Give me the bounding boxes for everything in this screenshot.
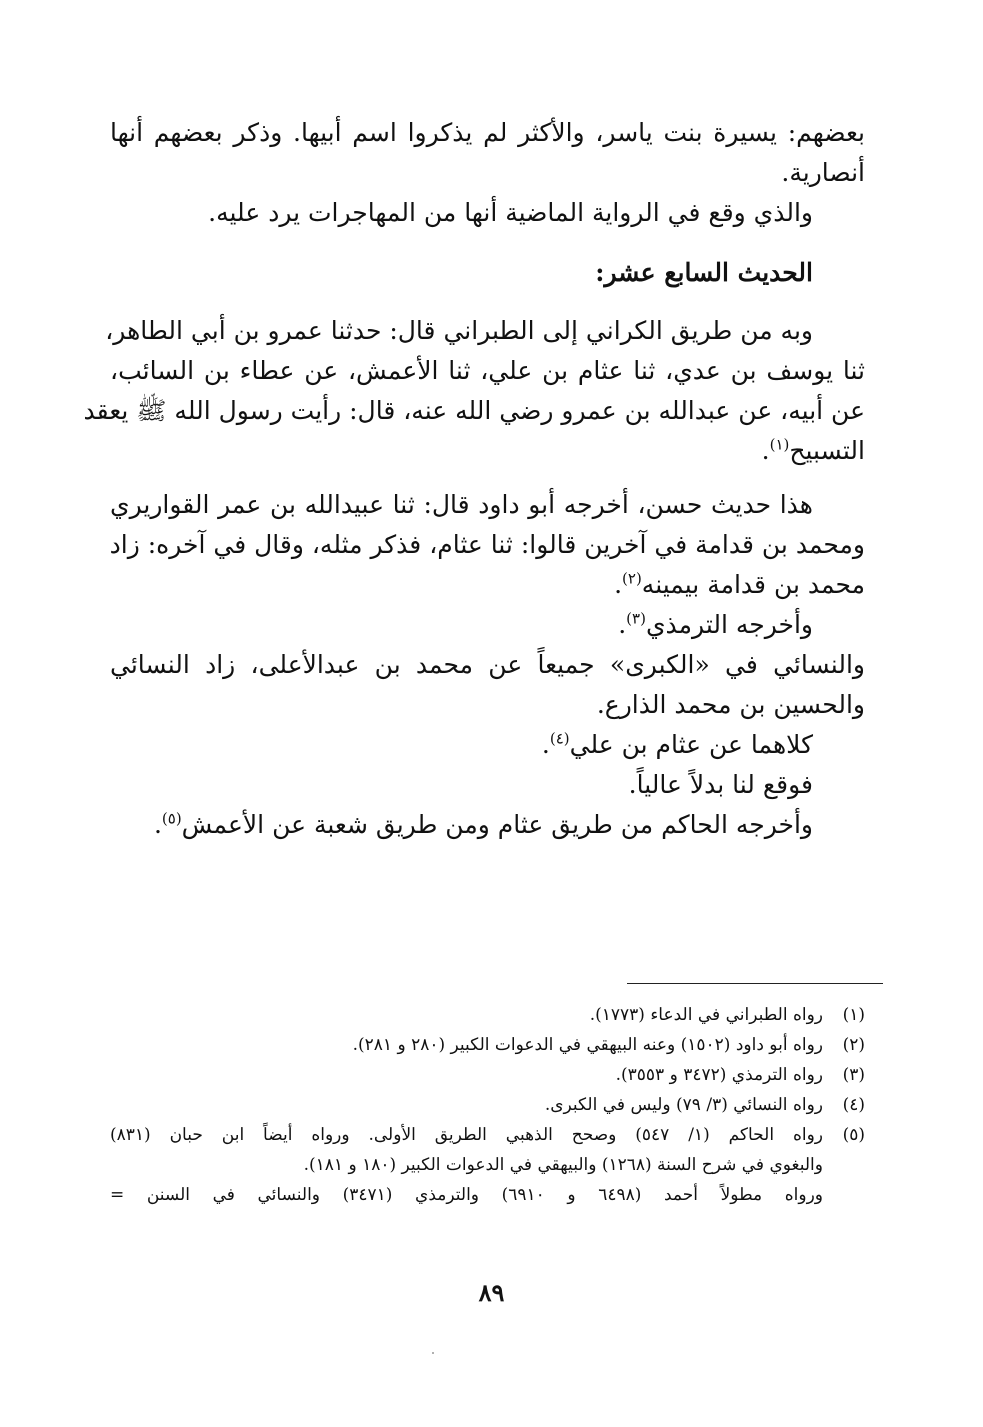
text-line: ومحمد بن قدامة في آخرين قالوا: ثنا عثام، فذكر مثله، وقال في آخره: زاد (109, 530, 865, 559)
text-fragment: محمد بن قدامة بيمينه (641, 570, 865, 599)
text-line: والذي وقع في الرواية الماضية أنها من المهاجرات يرد عليه. (208, 198, 813, 227)
text-fragment: . (153, 810, 162, 839)
footnote-text: رواه الترمذي (٣٤٧٢ و ٣٥٥٣). (615, 1065, 823, 1085)
text-line (110, 431, 865, 471)
footnote-number: (٥) (842, 1125, 865, 1145)
text-line (110, 605, 865, 645)
text-fragment: كلاهما عن عثام بن علي (569, 730, 813, 759)
text-fragment: . (541, 730, 550, 759)
footnotes (110, 1000, 865, 1210)
text-line: أنصارية. (781, 158, 865, 187)
text-fragment: . (614, 570, 623, 599)
text-line: بعضهم: يسيرة بنت ياسر، والأكثر لم يذكروا اسم أبيها. وذكر بعضهم أنها (110, 118, 865, 147)
text-line: هذا حديث حسن، أخرجه أبو داود قال: ثنا عبيدالله بن عمر القواريري (110, 490, 813, 519)
footnote-ref[interactable]: (٥) (161, 809, 182, 828)
footnote-continuation: والبغوي في شرح السنة (١٢٦٨) والبيهقي في الدعوات الكبير (١٨٠ و ١٨١). (303, 1155, 823, 1175)
footnote-separator (627, 983, 883, 984)
page-number: ٨٩ (478, 1278, 505, 1307)
text-line: فوقع لنا بدلاً عالياً. (628, 770, 813, 799)
footnote-text: رواه الطبراني في الدعاء (١٧٧٣). (589, 1005, 823, 1025)
footnote-continuation: ورواه مطولاً أحمد (٦٤٩٨ و ٦٩١٠) والترمذي (٣٤٧١) والنسائي في السنن = (110, 1185, 823, 1205)
footnote-ref[interactable]: (٣) (626, 609, 646, 628)
footnote-item (110, 1000, 865, 1030)
scan-speck (432, 1352, 434, 1354)
text-line (110, 725, 865, 765)
text-fragment: . (618, 610, 627, 639)
text-line (110, 805, 865, 845)
footnote-text: رواه النسائي (٣/ ٧٩) وليس في الكبرى. (544, 1095, 823, 1115)
text-line: ثنا يوسف بن عدي، ثنا عثام بن علي، ثنا الأعمش، عن عطاء بن السائب، (110, 356, 865, 385)
footnote-number: (٣) (842, 1065, 865, 1085)
text-line (110, 565, 865, 605)
text-line: وبه من طريق الكراني إلى الطبراني قال: حدثنا عمرو بن أبي الطاهر، (105, 316, 813, 345)
text-fragment: وأخرجه الحاكم من طريق عثام ومن طريق شعبة عن الأعمش (181, 810, 813, 839)
text-line: والحسين بن محمد الذارع. (596, 690, 865, 719)
footnote-ref[interactable]: (٢) (622, 569, 642, 588)
text-fragment: . (761, 436, 770, 465)
footnote-text: رواه الحاكم (١/ ٥٤٧) وصحح الذهبي الطريق الأولى. ورواه أيضاً ابن حبان (٨٣١) (110, 1125, 823, 1145)
text-line: عن أبيه، عن عبدالله بن عمرو رضي الله عنه، قال: رأيت رسول الله ﷺ يعقد (83, 396, 865, 425)
text-line: والنسائي في «الكبرى» جميعاً عن محمد بن عبدالأعلى، زاد النسائي (110, 650, 865, 679)
text-fragment: التسبيح (789, 436, 865, 465)
footnote-item (110, 1090, 865, 1120)
footnote-text: رواه أبو داود (١٥٠٢) وعنه البيهقي في الدعوات الكبير (٢٨٠ و ٢٨١). (352, 1035, 823, 1055)
section-heading: الحديث السابع عشر: (595, 258, 813, 287)
footnote-number: (٤) (842, 1095, 865, 1115)
text-fragment: وأخرجه الترمذي (645, 610, 813, 639)
footnote-item (110, 1030, 865, 1060)
footnote-number: (٢) (842, 1035, 865, 1055)
footnote-item (110, 1120, 865, 1150)
footnote-ref[interactable]: (١) (769, 435, 790, 454)
main-text (83, 113, 865, 845)
footnote-number: (١) (842, 1005, 865, 1025)
footnote-item (110, 1060, 865, 1090)
footnote-ref[interactable]: (٤) (549, 729, 570, 748)
